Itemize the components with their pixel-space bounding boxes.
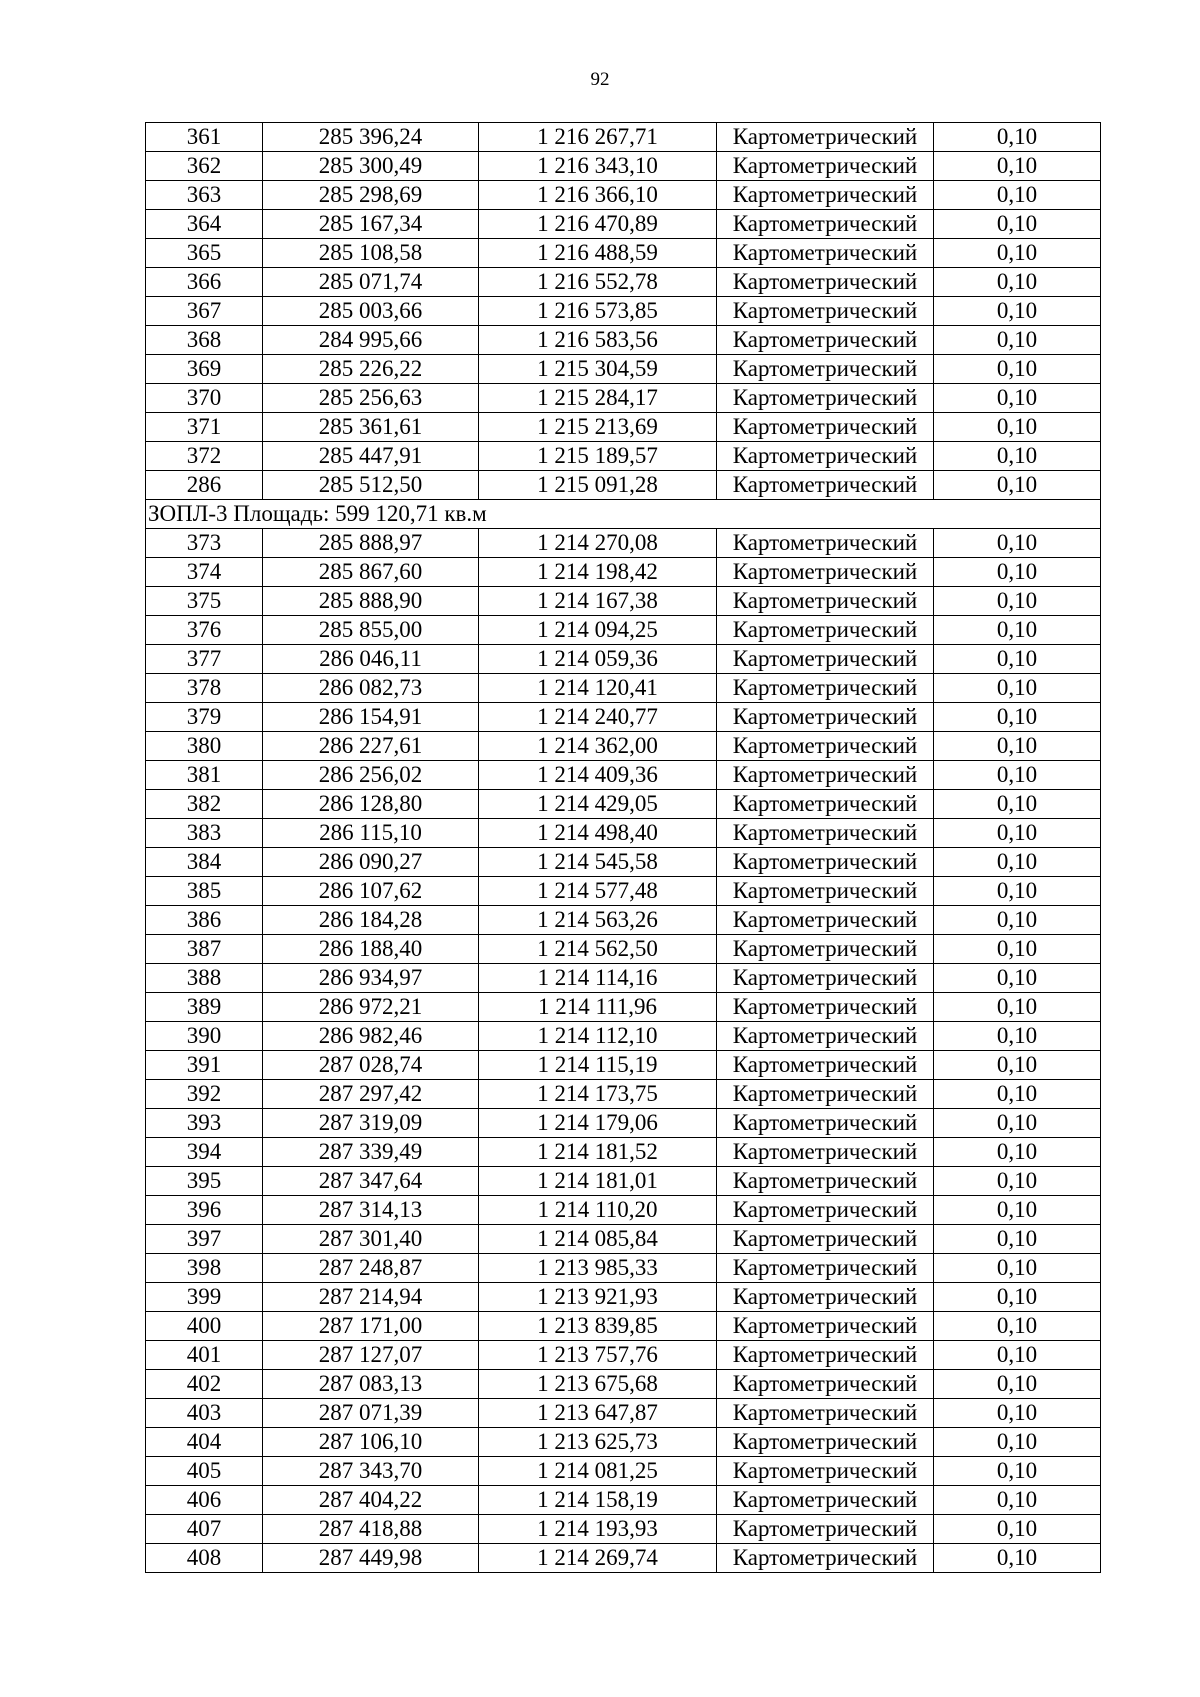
point-number-cell: 286 [146,471,263,500]
y-coordinate-cell: 1 214 173,75 [479,1080,717,1109]
accuracy-cell: 0,10 [934,210,1101,239]
point-number-cell: 363 [146,181,263,210]
x-coordinate-cell: 285 447,91 [263,442,479,471]
table-row [146,1370,1101,1399]
point-number-cell: 368 [146,326,263,355]
table-row [146,1022,1101,1051]
table-row [146,1051,1101,1080]
method-cell: Картометрический [717,1399,934,1428]
y-coordinate-cell: 1 214 059,36 [479,645,717,674]
accuracy-cell: 0,10 [934,1225,1101,1254]
y-coordinate-cell: 1 214 269,74 [479,1544,717,1573]
table-row [146,268,1101,297]
y-coordinate-cell: 1 216 552,78 [479,268,717,297]
table-row [146,239,1101,268]
point-number-cell: 362 [146,152,263,181]
method-cell: Картометрический [717,1486,934,1515]
method-cell: Картометрический [717,993,934,1022]
x-coordinate-cell: 285 888,97 [263,529,479,558]
method-cell: Картометрический [717,442,934,471]
table-row [146,1254,1101,1283]
table-row [146,1341,1101,1370]
x-coordinate-cell: 287 297,42 [263,1080,479,1109]
y-coordinate-cell: 1 214 409,36 [479,761,717,790]
table-row [146,1544,1101,1573]
accuracy-cell: 0,10 [934,587,1101,616]
y-coordinate-cell: 1 215 213,69 [479,413,717,442]
y-coordinate-cell: 1 214 179,06 [479,1109,717,1138]
point-number-cell: 381 [146,761,263,790]
method-cell: Картометрический [717,935,934,964]
section-row [146,500,1101,529]
point-number-cell: 390 [146,1022,263,1051]
table-row [146,848,1101,877]
y-coordinate-cell: 1 214 563,26 [479,906,717,935]
table-row [146,1312,1101,1341]
accuracy-cell: 0,10 [934,1022,1101,1051]
table-row [146,819,1101,848]
table-row [146,1457,1101,1486]
table-row [146,210,1101,239]
x-coordinate-cell: 287 248,87 [263,1254,479,1283]
x-coordinate-cell: 285 361,61 [263,413,479,442]
accuracy-cell: 0,10 [934,674,1101,703]
method-cell: Картометрический [717,616,934,645]
table-row [146,645,1101,674]
table-row [146,703,1101,732]
y-coordinate-cell: 1 214 112,10 [479,1022,717,1051]
point-number-cell: 382 [146,790,263,819]
table-row [146,1138,1101,1167]
point-number-cell: 407 [146,1515,263,1544]
accuracy-cell: 0,10 [934,1370,1101,1399]
point-number-cell: 408 [146,1544,263,1573]
table-row [146,993,1101,1022]
x-coordinate-cell: 285 888,90 [263,587,479,616]
table-row [146,471,1101,500]
y-coordinate-cell: 1 216 488,59 [479,239,717,268]
point-number-cell: 394 [146,1138,263,1167]
point-number-cell: 388 [146,964,263,993]
point-number-cell: 397 [146,1225,263,1254]
x-coordinate-cell: 287 106,10 [263,1428,479,1457]
accuracy-cell: 0,10 [934,1486,1101,1515]
table-row [146,529,1101,558]
x-coordinate-cell: 285 298,69 [263,181,479,210]
accuracy-cell: 0,10 [934,239,1101,268]
y-coordinate-cell: 1 214 120,41 [479,674,717,703]
page-number: 92 [590,69,610,90]
y-coordinate-cell: 1 214 094,25 [479,616,717,645]
y-coordinate-cell: 1 216 366,10 [479,181,717,210]
method-cell: Картометрический [717,1196,934,1225]
method-cell: Картометрический [717,210,934,239]
x-coordinate-cell: 284 995,66 [263,326,479,355]
table-row [146,123,1101,152]
point-number-cell: 372 [146,442,263,471]
accuracy-cell: 0,10 [934,1457,1101,1486]
method-cell: Картометрический [717,587,934,616]
y-coordinate-cell: 1 214 545,58 [479,848,717,877]
point-number-cell: 385 [146,877,263,906]
y-coordinate-cell: 1 216 470,89 [479,210,717,239]
point-number-cell: 373 [146,529,263,558]
y-coordinate-cell: 1 214 081,25 [479,1457,717,1486]
accuracy-cell: 0,10 [934,1515,1101,1544]
accuracy-cell: 0,10 [934,790,1101,819]
accuracy-cell: 0,10 [934,558,1101,587]
x-coordinate-cell: 286 982,46 [263,1022,479,1051]
x-coordinate-cell: 285 226,22 [263,355,479,384]
point-number-cell: 375 [146,587,263,616]
accuracy-cell: 0,10 [934,384,1101,413]
y-coordinate-cell: 1 213 675,68 [479,1370,717,1399]
method-cell: Картометрический [717,1022,934,1051]
point-number-cell: 405 [146,1457,263,1486]
y-coordinate-cell: 1 214 362,00 [479,732,717,761]
method-cell: Картометрический [717,964,934,993]
accuracy-cell: 0,10 [934,732,1101,761]
table-row [146,355,1101,384]
method-cell: Картометрический [717,906,934,935]
x-coordinate-cell: 285 256,63 [263,384,479,413]
table-row [146,674,1101,703]
x-coordinate-cell: 287 319,09 [263,1109,479,1138]
method-cell: Картометрический [717,1051,934,1080]
method-cell: Картометрический [717,326,934,355]
table-row [146,1225,1101,1254]
point-number-cell: 401 [146,1341,263,1370]
accuracy-cell: 0,10 [934,993,1101,1022]
table-row [146,877,1101,906]
accuracy-cell: 0,10 [934,1109,1101,1138]
accuracy-cell: 0,10 [934,529,1101,558]
method-cell: Картометрический [717,471,934,500]
y-coordinate-cell: 1 214 115,19 [479,1051,717,1080]
table-row [146,616,1101,645]
x-coordinate-cell: 287 314,13 [263,1196,479,1225]
point-number-cell: 403 [146,1399,263,1428]
method-cell: Картометрический [717,1225,934,1254]
table-row [146,326,1101,355]
accuracy-cell: 0,10 [934,268,1101,297]
accuracy-cell: 0,10 [934,848,1101,877]
method-cell: Картометрический [717,268,934,297]
point-number-cell: 387 [146,935,263,964]
method-cell: Картометрический [717,239,934,268]
accuracy-cell: 0,10 [934,1080,1101,1109]
accuracy-cell: 0,10 [934,877,1101,906]
accuracy-cell: 0,10 [934,152,1101,181]
table-row [146,1109,1101,1138]
accuracy-cell: 0,10 [934,1544,1101,1573]
method-cell: Картометрический [717,761,934,790]
method-cell: Картометрический [717,819,934,848]
section-title: ЗОПЛ-3 Площадь: 599 120,71 кв.м [146,500,1101,529]
x-coordinate-cell: 285 396,24 [263,123,479,152]
y-coordinate-cell: 1 216 267,71 [479,123,717,152]
accuracy-cell: 0,10 [934,1254,1101,1283]
accuracy-cell: 0,10 [934,1312,1101,1341]
table-row [146,181,1101,210]
method-cell: Картометрический [717,1167,934,1196]
accuracy-cell: 0,10 [934,471,1101,500]
point-number-cell: 391 [146,1051,263,1080]
table-row [146,935,1101,964]
x-coordinate-cell: 286 934,97 [263,964,479,993]
method-cell: Картометрический [717,1312,934,1341]
x-coordinate-cell: 286 115,10 [263,819,479,848]
x-coordinate-cell: 286 107,62 [263,877,479,906]
y-coordinate-cell: 1 214 240,77 [479,703,717,732]
point-number-cell: 374 [146,558,263,587]
y-coordinate-cell: 1 214 167,38 [479,587,717,616]
table-row [146,152,1101,181]
x-coordinate-cell: 287 028,74 [263,1051,479,1080]
accuracy-cell: 0,10 [934,645,1101,674]
y-coordinate-cell: 1 214 498,40 [479,819,717,848]
point-number-cell: 404 [146,1428,263,1457]
point-number-cell: 384 [146,848,263,877]
x-coordinate-cell: 287 404,22 [263,1486,479,1515]
point-number-cell: 399 [146,1283,263,1312]
y-coordinate-cell: 1 214 429,05 [479,790,717,819]
accuracy-cell: 0,10 [934,761,1101,790]
x-coordinate-cell: 285 167,34 [263,210,479,239]
x-coordinate-cell: 285 512,50 [263,471,479,500]
table-row [146,384,1101,413]
accuracy-cell: 0,10 [934,616,1101,645]
x-coordinate-cell: 286 227,61 [263,732,479,761]
method-cell: Картометрический [717,297,934,326]
accuracy-cell: 0,10 [934,326,1101,355]
table-row [146,1196,1101,1225]
method-cell: Картометрический [717,558,934,587]
table-row [146,558,1101,587]
x-coordinate-cell: 286 046,11 [263,645,479,674]
point-number-cell: 400 [146,1312,263,1341]
method-cell: Картометрический [717,1080,934,1109]
x-coordinate-cell: 285 867,60 [263,558,479,587]
point-number-cell: 406 [146,1486,263,1515]
accuracy-cell: 0,10 [934,1399,1101,1428]
x-coordinate-cell: 286 090,27 [263,848,479,877]
y-coordinate-cell: 1 214 270,08 [479,529,717,558]
method-cell: Картометрический [717,790,934,819]
method-cell: Картометрический [717,1283,934,1312]
point-number-cell: 386 [146,906,263,935]
y-coordinate-cell: 1 214 181,52 [479,1138,717,1167]
y-coordinate-cell: 1 213 985,33 [479,1254,717,1283]
table-row [146,964,1101,993]
table-row [146,1486,1101,1515]
accuracy-cell: 0,10 [934,297,1101,326]
x-coordinate-cell: 285 855,00 [263,616,479,645]
y-coordinate-cell: 1 213 757,76 [479,1341,717,1370]
table-row [146,442,1101,471]
accuracy-cell: 0,10 [934,181,1101,210]
table-row [146,906,1101,935]
point-number-cell: 369 [146,355,263,384]
x-coordinate-cell: 285 300,49 [263,152,479,181]
point-number-cell: 366 [146,268,263,297]
table-row [146,413,1101,442]
y-coordinate-cell: 1 214 110,20 [479,1196,717,1225]
table-row [146,761,1101,790]
point-number-cell: 379 [146,703,263,732]
x-coordinate-cell: 286 128,80 [263,790,479,819]
y-coordinate-cell: 1 213 647,87 [479,1399,717,1428]
x-coordinate-cell: 287 343,70 [263,1457,479,1486]
method-cell: Картометрический [717,1138,934,1167]
accuracy-cell: 0,10 [934,906,1101,935]
y-coordinate-cell: 1 213 839,85 [479,1312,717,1341]
table-row [146,1080,1101,1109]
y-coordinate-cell: 1 214 085,84 [479,1225,717,1254]
point-number-cell: 377 [146,645,263,674]
y-coordinate-cell: 1 216 573,85 [479,297,717,326]
accuracy-cell: 0,10 [934,1283,1101,1312]
method-cell: Картометрический [717,384,934,413]
x-coordinate-cell: 287 171,00 [263,1312,479,1341]
method-cell: Картометрический [717,1341,934,1370]
method-cell: Картометрический [717,1428,934,1457]
accuracy-cell: 0,10 [934,1051,1101,1080]
y-coordinate-cell: 1 214 158,19 [479,1486,717,1515]
point-number-cell: 389 [146,993,263,1022]
accuracy-cell: 0,10 [934,1167,1101,1196]
y-coordinate-cell: 1 214 111,96 [479,993,717,1022]
y-coordinate-cell: 1 215 189,57 [479,442,717,471]
point-number-cell: 370 [146,384,263,413]
point-number-cell: 364 [146,210,263,239]
y-coordinate-cell: 1 214 193,93 [479,1515,717,1544]
method-cell: Картометрический [717,877,934,906]
point-number-cell: 392 [146,1080,263,1109]
x-coordinate-cell: 287 339,49 [263,1138,479,1167]
table-row [146,1399,1101,1428]
y-coordinate-cell: 1 214 198,42 [479,558,717,587]
method-cell: Картометрический [717,703,934,732]
point-number-cell: 365 [146,239,263,268]
x-coordinate-cell: 287 071,39 [263,1399,479,1428]
x-coordinate-cell: 287 083,13 [263,1370,479,1399]
method-cell: Картометрический [717,529,934,558]
method-cell: Картометрический [717,123,934,152]
point-number-cell: 402 [146,1370,263,1399]
point-number-cell: 395 [146,1167,263,1196]
x-coordinate-cell: 287 347,64 [263,1167,479,1196]
x-coordinate-cell: 287 418,88 [263,1515,479,1544]
point-number-cell: 398 [146,1254,263,1283]
accuracy-cell: 0,10 [934,413,1101,442]
table-row [146,1515,1101,1544]
accuracy-cell: 0,10 [934,819,1101,848]
coordinates-table [145,122,1101,1573]
point-number-cell: 367 [146,297,263,326]
y-coordinate-cell: 1 216 343,10 [479,152,717,181]
point-number-cell: 380 [146,732,263,761]
x-coordinate-cell: 285 003,66 [263,297,479,326]
point-number-cell: 371 [146,413,263,442]
accuracy-cell: 0,10 [934,703,1101,732]
y-coordinate-cell: 1 215 091,28 [479,471,717,500]
method-cell: Картометрический [717,152,934,181]
x-coordinate-cell: 287 301,40 [263,1225,479,1254]
accuracy-cell: 0,10 [934,964,1101,993]
y-coordinate-cell: 1 216 583,56 [479,326,717,355]
accuracy-cell: 0,10 [934,1138,1101,1167]
method-cell: Картометрический [717,732,934,761]
point-number-cell: 396 [146,1196,263,1225]
coordinates-table-body [146,123,1101,1573]
y-coordinate-cell: 1 213 921,93 [479,1283,717,1312]
table-row [146,1283,1101,1312]
method-cell: Картометрический [717,1370,934,1399]
method-cell: Картометрический [717,1457,934,1486]
accuracy-cell: 0,10 [934,355,1101,384]
y-coordinate-cell: 1 214 114,16 [479,964,717,993]
method-cell: Картометрический [717,1544,934,1573]
y-coordinate-cell: 1 214 577,48 [479,877,717,906]
table-row [146,587,1101,616]
y-coordinate-cell: 1 215 304,59 [479,355,717,384]
point-number-cell: 383 [146,819,263,848]
x-coordinate-cell: 287 127,07 [263,1341,479,1370]
x-coordinate-cell: 285 108,58 [263,239,479,268]
x-coordinate-cell: 285 071,74 [263,268,479,297]
method-cell: Картометрический [717,413,934,442]
table-row [146,1428,1101,1457]
method-cell: Картометрический [717,181,934,210]
method-cell: Картометрический [717,355,934,384]
accuracy-cell: 0,10 [934,1428,1101,1457]
point-number-cell: 393 [146,1109,263,1138]
y-coordinate-cell: 1 214 562,50 [479,935,717,964]
point-number-cell: 376 [146,616,263,645]
y-coordinate-cell: 1 215 284,17 [479,384,717,413]
x-coordinate-cell: 286 154,91 [263,703,479,732]
x-coordinate-cell: 286 082,73 [263,674,479,703]
method-cell: Картометрический [717,645,934,674]
x-coordinate-cell: 286 188,40 [263,935,479,964]
accuracy-cell: 0,10 [934,1196,1101,1225]
x-coordinate-cell: 287 449,98 [263,1544,479,1573]
method-cell: Картометрический [717,1109,934,1138]
table-row [146,1167,1101,1196]
table-row [146,790,1101,819]
accuracy-cell: 0,10 [934,123,1101,152]
x-coordinate-cell: 286 256,02 [263,761,479,790]
y-coordinate-cell: 1 213 625,73 [479,1428,717,1457]
method-cell: Картометрический [717,1515,934,1544]
table-row [146,297,1101,326]
method-cell: Картометрический [717,848,934,877]
x-coordinate-cell: 286 972,21 [263,993,479,1022]
accuracy-cell: 0,10 [934,935,1101,964]
table-row [146,732,1101,761]
point-number-cell: 378 [146,674,263,703]
x-coordinate-cell: 287 214,94 [263,1283,479,1312]
method-cell: Картометрический [717,674,934,703]
y-coordinate-cell: 1 214 181,01 [479,1167,717,1196]
accuracy-cell: 0,10 [934,442,1101,471]
accuracy-cell: 0,10 [934,1341,1101,1370]
point-number-cell: 361 [146,123,263,152]
method-cell: Картометрический [717,1254,934,1283]
x-coordinate-cell: 286 184,28 [263,906,479,935]
